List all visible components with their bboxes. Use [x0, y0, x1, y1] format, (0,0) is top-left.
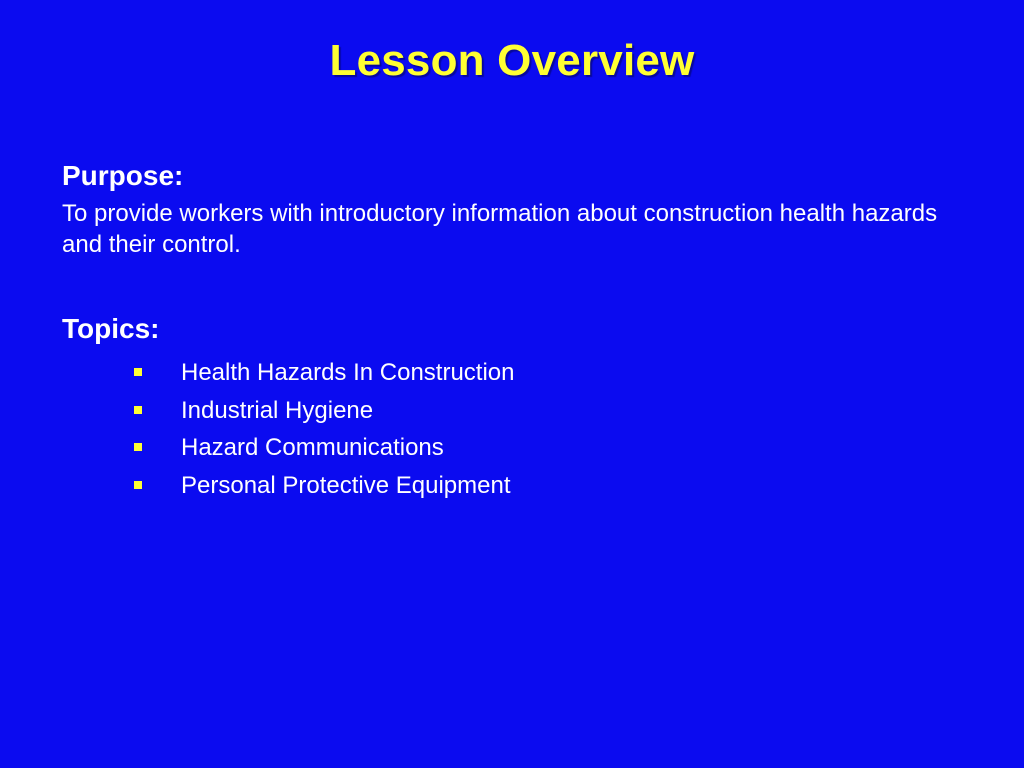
- topics-heading: Topics:: [62, 313, 160, 344]
- topic-label: Health Hazards In Construction: [181, 359, 515, 386]
- square-bullet-icon: [134, 443, 142, 451]
- topic-label: Hazard Communications: [181, 434, 444, 461]
- slide-title: Lesson Overview: [329, 36, 695, 85]
- topic-label: Industrial Hygiene: [181, 396, 374, 424]
- square-bullet-icon: [134, 368, 142, 376]
- purpose-heading: Purpose:: [62, 160, 184, 191]
- list-item: [62, 392, 962, 430]
- square-bullet-icon: [134, 481, 142, 489]
- list-item: [62, 354, 962, 392]
- purpose-text: To provide workers with introductory information about construction health hazards and their control.: [62, 200, 938, 258]
- slide-content: [62, 156, 962, 504]
- square-bullet-icon: [134, 406, 142, 414]
- topics-list: [62, 354, 962, 504]
- topic-label: Personal Protective Equipment: [181, 471, 511, 499]
- list-item: [62, 429, 962, 467]
- list-item: [62, 467, 962, 505]
